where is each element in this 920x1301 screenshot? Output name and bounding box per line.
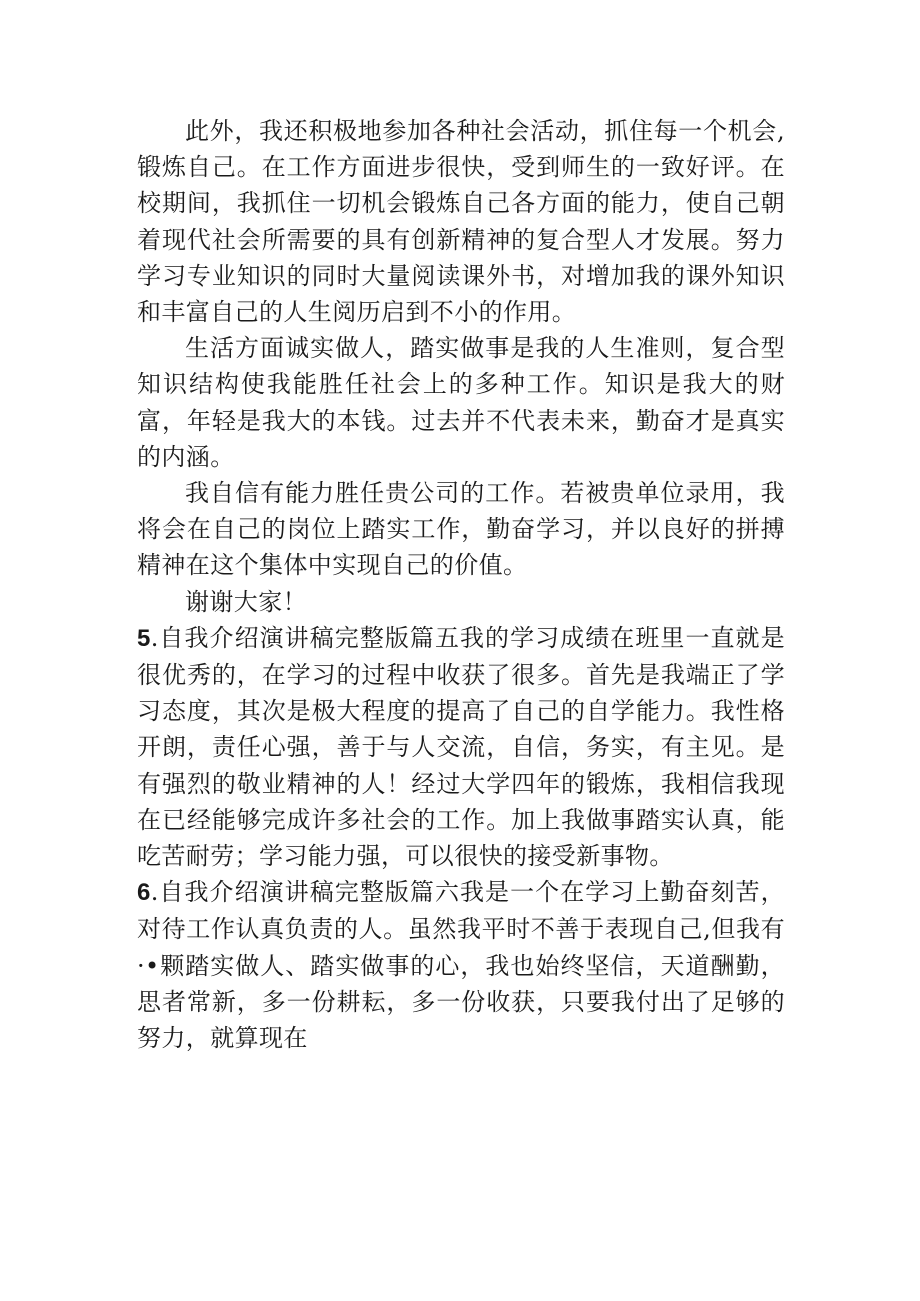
paragraph-life: 生活方面诚实做人，踏实做事是我的人生准则，复合型知识结构使我能胜任社会上的多种工作。知识是我大的财富，年轻是我大的本钱。过去并不代表未来，勤奋才是真实的内涵。 <box>137 334 785 471</box>
section-6-text: .自我介绍演讲稿完整版篇六我是一个在学习上勤奋刻苦，对待工作认真负责的人。虽然我平时不善于表现自己,但我有·•颗踏实做人、踏实做事的心，我也始终坚信，天道酬勤，思者常新，多一份耕耘，多一份收获，只要我付出了足够的努力，就算现在 <box>137 878 785 1053</box>
paragraph-section-5 <box>137 620 785 874</box>
section-5-text: .自我介绍演讲稿完整版篇五我的学习成绩在班里一直就是很优秀的，在学习的过程中收获了很多。首先是我端正了学习态度，其次是极大程度的提高了自己的自学能力。我性格开朗，责任心强，善于与人交流，自信，务实，有主见。是有强烈的敬业精神的人！经过大学四年的锻炼，我相信我现在已经能够完成许多社会的工作。加上我做事踏实认真，能吃苦耐劳；学习能力强，可以很快的接受新事物。 <box>137 623 785 871</box>
section-number-5: 5 <box>137 624 151 652</box>
paragraph-thanks: 谢谢大家！ <box>185 587 307 616</box>
document-body <box>137 113 785 1056</box>
paragraph-section-6 <box>137 874 785 1056</box>
section-number-6: 6 <box>137 879 151 907</box>
paragraph-confidence: 我自信有能力胜任贵公司的工作。若被贵单位录用，我将会在自己的岗位上踏实工作，勤奋学习，并以良好的拼搏精神在这个集体中实现自己的价值。 <box>137 479 785 580</box>
paragraph-activities: 此外，我还积极地参加各种社会活动，抓住每一个机会,锻炼自己。在工作方面进步很快，受到师生的一致好评。在校期间，我抓住一切机会锻炼自己各方面的能力，使自己朝着现代社会所需要的具有创新精神的复合型人才发展。努力学习专业知识的同时大量阅读课外书，对增加我的课外知识和丰富自己的人生阅历启到不小的作用。 <box>137 117 785 327</box>
